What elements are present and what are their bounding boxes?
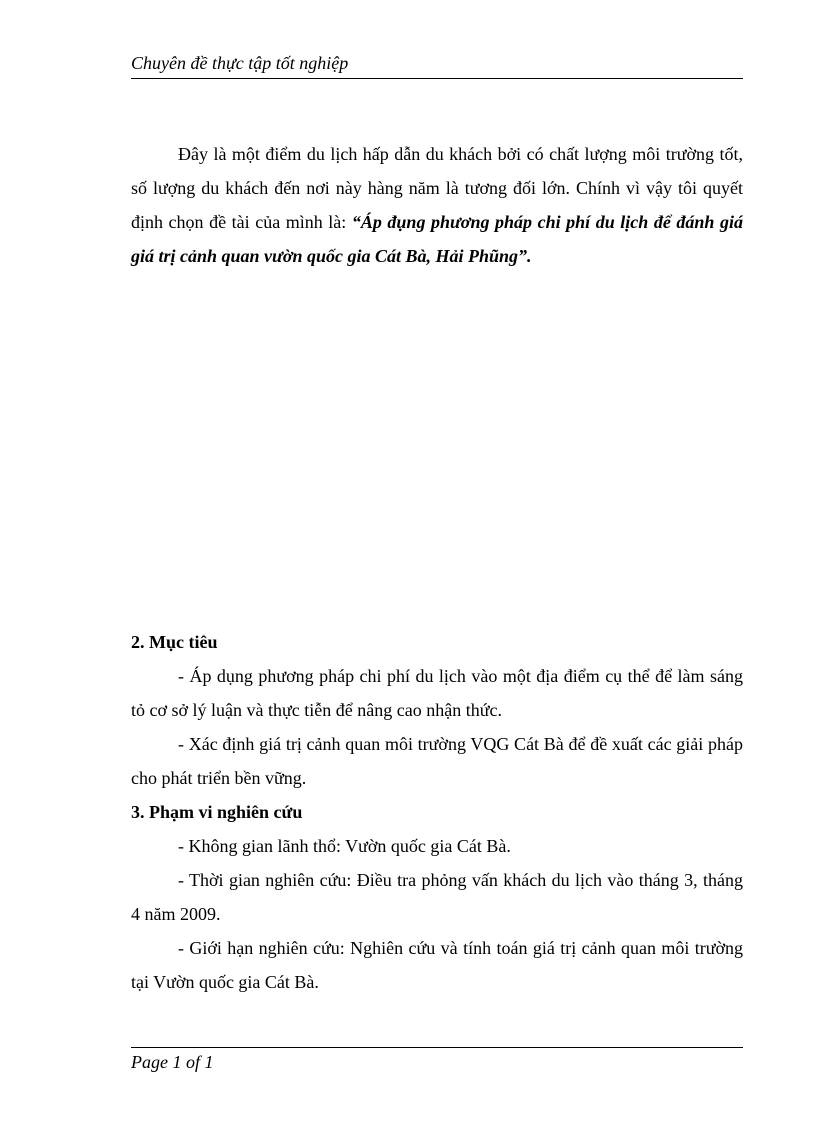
- objective-item-2: - Xác định giá trị cảnh quan môi trường VQG Cát Bà để đề xuất các giải pháp cho phát triển bền vững.: [131, 734, 743, 788]
- scope-item-3: - Giới hạn nghiên cứu: Nghiên cứu và tính toán giá trị cảnh quan môi trường tại Vườn quốc gia Cát Bà.: [131, 938, 743, 992]
- page-number: Page 1 of 1: [131, 1052, 214, 1072]
- section-2-heading: 2. Mục tiêu: [131, 632, 218, 652]
- intro-paragraph: [131, 137, 743, 273]
- intro-text: Đây là một điểm du lịch hấp dẫn du khách bởi có chất lượng môi trường tốt, số lượng du khách đến nơi này hàng năm là tương đối lớn. Chính vì vậy tôi quyết định chọn đề tài của mình là:: [131, 144, 743, 232]
- scope-item-2: - Thời gian nghiên cứu: Điều tra phỏng vấn khách du lịch vào tháng 3, tháng 4 năm 2009.: [131, 870, 743, 924]
- page-footer: [131, 1047, 743, 1073]
- topic-title: “Áp đụng phương pháp chi phí du lịch để đánh giá giá trị cảnh quan vườn quốc gia Cát Bà, Hải Phũng”.: [131, 212, 743, 266]
- header-title: Chuyên đề thực tập tốt nghiệp: [131, 53, 349, 73]
- page-header: [131, 52, 743, 79]
- intro-section: [131, 137, 743, 273]
- objective-item-1: - Áp dụng phương pháp chi phí du lịch vào một địa điểm cụ thể để làm sáng tỏ cơ sở lý luận và thực tiễn để nâng cao nhận thức.: [131, 666, 743, 720]
- scope-item-1: - Không gian lãnh thổ: Vườn quốc gia Cát Bà.: [178, 836, 511, 856]
- objectives-section: [131, 625, 743, 999]
- section-3-heading: 3. Phạm vi nghiên cứu: [131, 802, 303, 822]
